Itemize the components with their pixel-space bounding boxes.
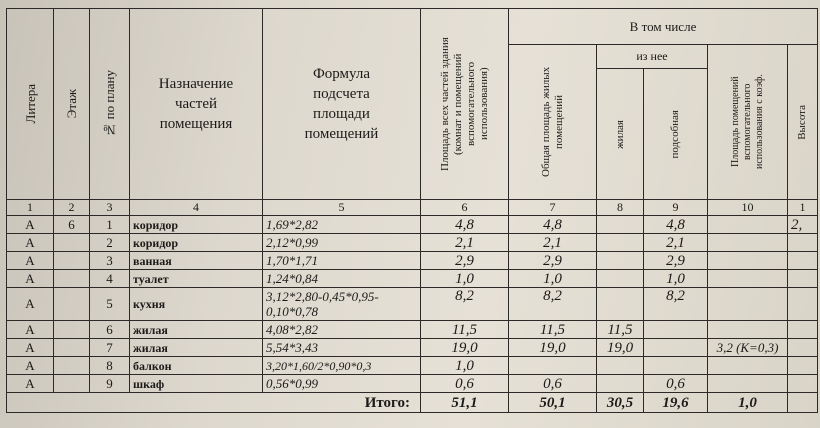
total-obsh: 50,1	[509, 393, 597, 413]
col-number: 9	[644, 200, 708, 216]
total-row	[7, 393, 818, 413]
col-number: 6	[421, 200, 509, 216]
cell-total: 19,0	[421, 339, 509, 357]
cell-pods: 8,2	[644, 288, 708, 321]
cell-pods: 4,8	[644, 216, 708, 234]
cell-name: жилая	[130, 321, 263, 339]
cell-vsp	[708, 288, 788, 321]
cell-pods	[644, 339, 708, 357]
cell-name: туалет	[130, 270, 263, 288]
cell-zhil	[597, 216, 644, 234]
cell-etazh	[54, 375, 90, 393]
cell-name: коридор	[130, 216, 263, 234]
cell-etazh	[54, 357, 90, 375]
cell-num: 9	[90, 375, 130, 393]
cell-obsh	[509, 357, 597, 375]
cell-obsh: 19,0	[509, 339, 597, 357]
cell-litera: А	[7, 288, 54, 321]
table-row	[7, 321, 818, 339]
formula-line-2: 0,10*0,78	[266, 304, 318, 319]
cell-total: 8,2	[421, 288, 509, 321]
column-numbers-row	[7, 200, 818, 216]
cell-total: 1,0	[421, 270, 509, 288]
cell-total: 1,0	[421, 357, 509, 375]
total-pods: 19,6	[644, 393, 708, 413]
cell-formula: 4,08*2,82	[263, 321, 421, 339]
col-number: 1	[788, 200, 818, 216]
cell-litera: А	[7, 357, 54, 375]
cell-litera: А	[7, 375, 54, 393]
total-vys	[788, 393, 818, 413]
cell-name: шкаф	[130, 375, 263, 393]
header-obshaya: Общая площадь жилых помещений	[509, 45, 597, 200]
cell-num: 6	[90, 321, 130, 339]
cell-pods	[644, 357, 708, 375]
cell-formula: 1,24*0,84	[263, 270, 421, 288]
cell-obsh: 11,5	[509, 321, 597, 339]
table-row	[7, 357, 818, 375]
col-number: 2	[54, 200, 90, 216]
cell-vys	[788, 288, 818, 321]
cell-litera: А	[7, 216, 54, 234]
cell-name: кухня	[130, 288, 263, 321]
table-row	[7, 252, 818, 270]
cell-formula: 1,69*2,82	[263, 216, 421, 234]
cell-etazh	[54, 339, 90, 357]
cell-name: балкон	[130, 357, 263, 375]
cell-litera: А	[7, 321, 54, 339]
cell-etazh	[54, 321, 90, 339]
cell-total: 2,1	[421, 234, 509, 252]
header-vspomog: Площадь помещений вспомогательного использования с коэф.	[708, 45, 788, 200]
header-po-planu: № по плану	[90, 9, 130, 200]
header-ploshad-vseh: Площадь всех частей здания (комнат и помещений вспомогательного использования)	[421, 9, 509, 200]
cell-num: 4	[90, 270, 130, 288]
cell-total: 2,9	[421, 252, 509, 270]
cell-total: 4,8	[421, 216, 509, 234]
cell-obsh: 1,0	[509, 270, 597, 288]
cell-zhil	[597, 270, 644, 288]
cell-vys	[788, 252, 818, 270]
cell-vys	[788, 375, 818, 393]
cell-vsp: 3,2 (К=0,3)	[708, 339, 788, 357]
cell-total: 11,5	[421, 321, 509, 339]
cell-formula	[263, 288, 421, 321]
table-row	[7, 270, 818, 288]
total-zhil: 30,5	[597, 393, 644, 413]
cell-etazh	[54, 288, 90, 321]
cell-vys: 2,	[788, 216, 818, 234]
col-number: 4	[130, 200, 263, 216]
cell-name: коридор	[130, 234, 263, 252]
cell-num: 3	[90, 252, 130, 270]
cell-vys	[788, 339, 818, 357]
cell-litera: А	[7, 252, 54, 270]
col-number: 10	[708, 200, 788, 216]
cell-zhil	[597, 234, 644, 252]
cell-zhil: 11,5	[597, 321, 644, 339]
cell-num: 2	[90, 234, 130, 252]
cell-num: 7	[90, 339, 130, 357]
formula-line-1: 3,12*2,80-0,45*0,95-	[266, 289, 379, 304]
cell-vsp	[708, 375, 788, 393]
col-number: 8	[597, 200, 644, 216]
header-podsobnaya: подсобная	[644, 69, 708, 200]
table-row	[7, 216, 818, 234]
cell-name: жилая	[130, 339, 263, 357]
col-number: 1	[7, 200, 54, 216]
cell-zhil	[597, 288, 644, 321]
cell-etazh: 6	[54, 216, 90, 234]
header-zhilaya: жилая	[597, 69, 644, 200]
header-litera: Литера	[7, 9, 54, 200]
cell-vsp	[708, 357, 788, 375]
cell-obsh: 0,6	[509, 375, 597, 393]
header-iz-nee: из нее	[597, 45, 708, 69]
cell-formula: 0,56*0,99	[263, 375, 421, 393]
table-row	[7, 234, 818, 252]
table-row	[7, 288, 818, 321]
cell-litera: А	[7, 270, 54, 288]
cell-etazh	[54, 252, 90, 270]
table-row	[7, 339, 818, 357]
cell-vsp	[708, 270, 788, 288]
cell-formula: 2,12*0,99	[263, 234, 421, 252]
cell-num: 5	[90, 288, 130, 321]
cell-formula: 3,20*1,60/2*0,90*0,3	[263, 357, 421, 375]
col-number: 3	[90, 200, 130, 216]
cell-formula: 1,70*1,71	[263, 252, 421, 270]
cell-zhil	[597, 375, 644, 393]
cell-obsh: 8,2	[509, 288, 597, 321]
cell-litera: А	[7, 339, 54, 357]
cell-formula: 5,54*3,43	[263, 339, 421, 357]
cell-vys	[788, 321, 818, 339]
header-etazh: Этаж	[54, 9, 90, 200]
cell-obsh: 4,8	[509, 216, 597, 234]
header-v-tom-chisle: В том числе	[509, 9, 818, 45]
cell-pods	[644, 321, 708, 339]
total-label: Итого:	[7, 393, 421, 413]
cell-obsh: 2,9	[509, 252, 597, 270]
cell-zhil: 19,0	[597, 339, 644, 357]
room-area-table	[6, 8, 818, 413]
cell-vsp	[708, 252, 788, 270]
cell-vsp	[708, 321, 788, 339]
header-formula: Формула подсчета площади помещений	[263, 9, 421, 200]
cell-pods: 0,6	[644, 375, 708, 393]
cell-pods: 1,0	[644, 270, 708, 288]
header-naznachenie: Назначение частей помещения	[130, 9, 263, 200]
cell-obsh: 2,1	[509, 234, 597, 252]
cell-total: 0,6	[421, 375, 509, 393]
cell-etazh	[54, 270, 90, 288]
col-number: 5	[263, 200, 421, 216]
cell-vys	[788, 234, 818, 252]
header-vysota: Высота	[788, 45, 818, 200]
total-total: 51,1	[421, 393, 509, 413]
cell-pods: 2,1	[644, 234, 708, 252]
cell-name: ванная	[130, 252, 263, 270]
col-number: 7	[509, 200, 597, 216]
table-row	[7, 375, 818, 393]
cell-pods: 2,9	[644, 252, 708, 270]
cell-etazh	[54, 234, 90, 252]
cell-vsp	[708, 234, 788, 252]
total-vsp: 1,0	[708, 393, 788, 413]
cell-vsp	[708, 216, 788, 234]
cell-zhil	[597, 252, 644, 270]
cell-num: 8	[90, 357, 130, 375]
cell-num: 1	[90, 216, 130, 234]
cell-zhil	[597, 357, 644, 375]
cell-litera: А	[7, 234, 54, 252]
cell-vys	[788, 270, 818, 288]
cell-vys	[788, 357, 818, 375]
